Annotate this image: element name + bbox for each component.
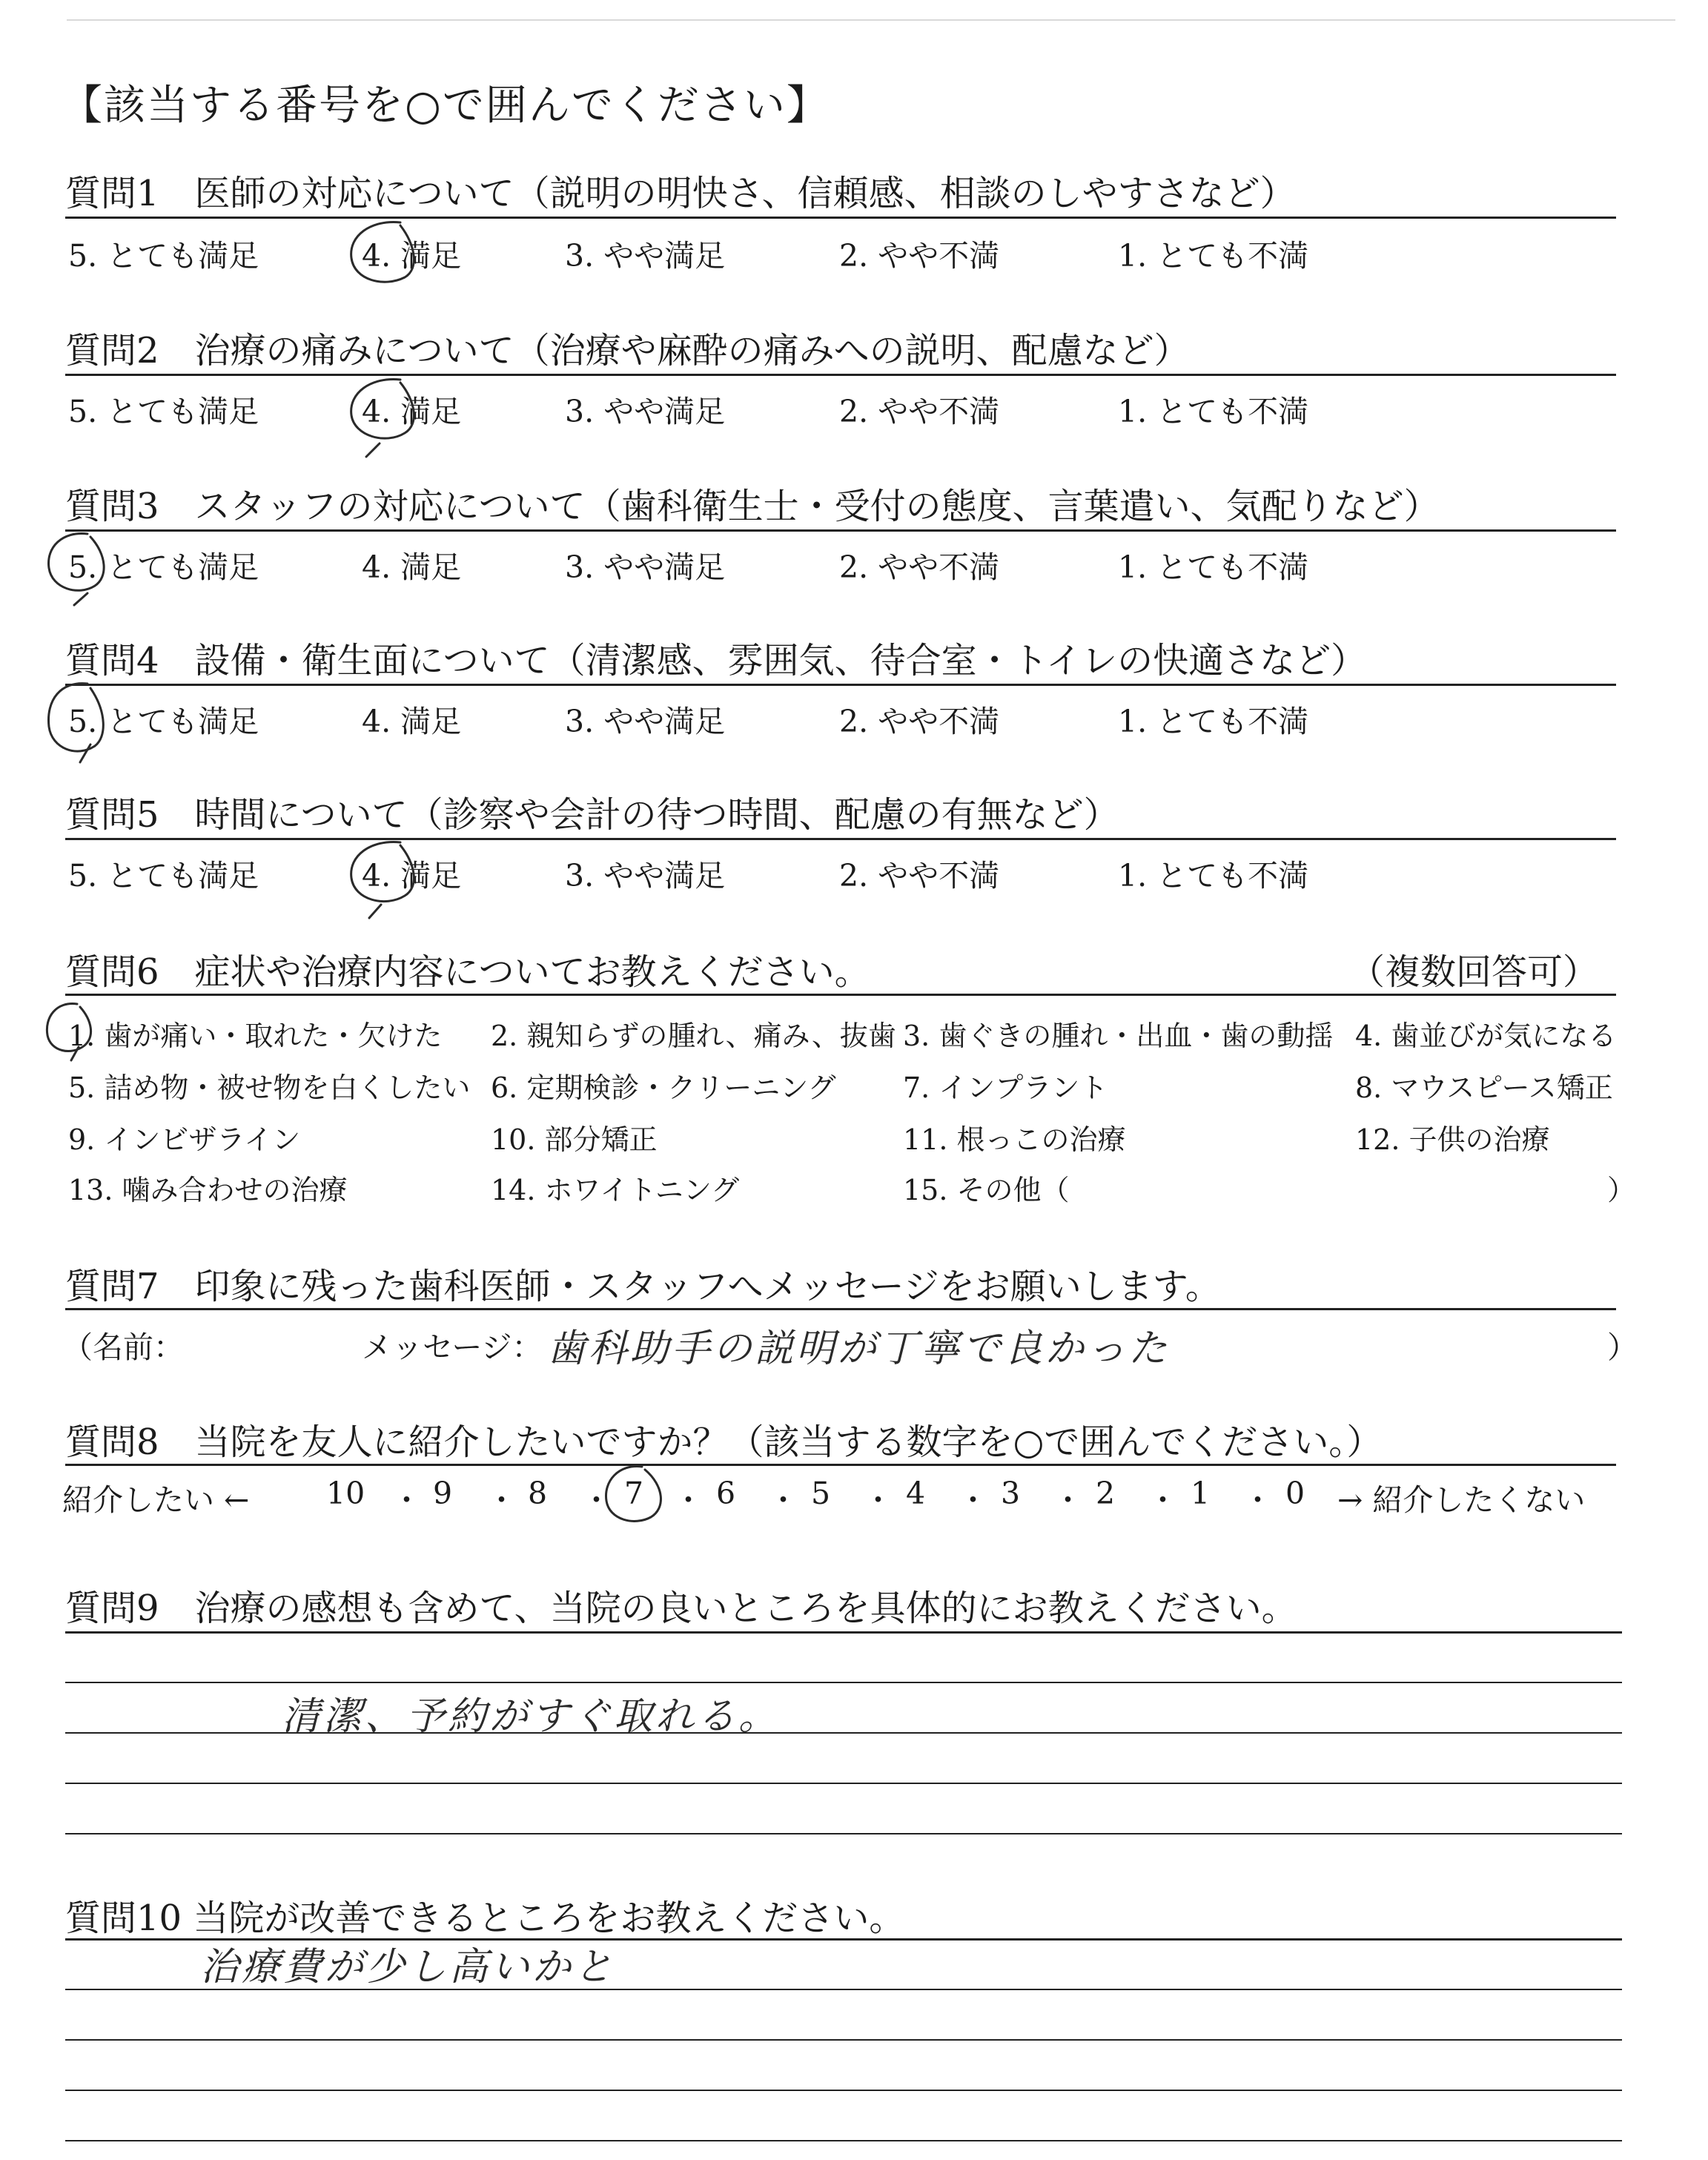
question-6-note: （複数回答可）	[1349, 951, 1599, 993]
q8-scale-10[interactable]: 10	[326, 1476, 365, 1511]
q8-scale-dot: ・	[391, 1482, 422, 1518]
q8-scale-dot: ・	[673, 1482, 704, 1518]
q7-message-handwriting: 歯科助手の説明が丁寧で良かった	[547, 1327, 1171, 1371]
q8-scale-8[interactable]: 8	[528, 1476, 548, 1511]
q8-scale-2[interactable]: 2	[1096, 1476, 1116, 1511]
q8-scale-dot: ・	[581, 1482, 612, 1518]
q3-option-2[interactable]: 2. やや不満	[839, 549, 1000, 585]
q4-option-4[interactable]: 4. 満足	[362, 704, 462, 739]
q4-circle-mark	[48, 684, 103, 762]
question-4-title: 質問4 設備・衛生面について（清潔感、雰囲気、待合室・トイレの快適さなど）	[65, 640, 1367, 681]
q6-option-14[interactable]: 14. ホワイトニング	[491, 1174, 740, 1206]
q6-option-10[interactable]: 10. 部分矯正	[491, 1123, 658, 1156]
q6-option-4[interactable]: 4. 歯並びが気になる	[1355, 1020, 1617, 1052]
q8-scale-4[interactable]: 4	[906, 1476, 926, 1511]
q6-option-8[interactable]: 8. マウスピース矯正	[1355, 1071, 1613, 1104]
question-3-title: 質問3 スタッフの対応について（歯科衛生士・受付の態度、言葉遣い、気配りなど）	[65, 486, 1440, 527]
q1-option-4[interactable]: 4. 満足	[362, 238, 462, 274]
q9-handwriting: 清潔、予約がすぐ取れる。	[282, 1694, 781, 1739]
q3-option-3[interactable]: 3. やや満足	[565, 549, 726, 585]
q2-option-5[interactable]: 5. とても満足	[68, 394, 259, 429]
q5-circle-mark	[351, 842, 414, 918]
q2-option-1[interactable]: 1. とても不満	[1118, 394, 1309, 429]
q1-option-1[interactable]: 1. とても不満	[1118, 238, 1309, 274]
q6-option-6[interactable]: 6. 定期検診・クリーニング	[491, 1071, 836, 1104]
q3-option-5[interactable]: 5. とても満足	[68, 549, 259, 585]
q7-close-paren: ）	[1607, 1330, 1638, 1365]
q6-option-9[interactable]: 9. インビザライン	[68, 1123, 301, 1156]
question-5-title: 質問5 時間について（診察や会計の待つ時間、配慮の有無など）	[65, 794, 1119, 836]
q2-option-3[interactable]: 3. やや満足	[565, 394, 726, 429]
q7-message-label: メッセージ：	[362, 1330, 543, 1365]
q4-option-5[interactable]: 5. とても満足	[68, 704, 259, 739]
q8-scale-9[interactable]: 9	[433, 1476, 453, 1511]
q8-scale-dot: ・	[768, 1482, 798, 1518]
q6-option-13[interactable]: 13. 噛み合わせの治療	[68, 1174, 348, 1206]
question-7-title: 質問7 印象に残った歯科医師・スタッフへメッセージをお願いします。	[65, 1266, 1221, 1307]
q8-scale-dot: ・	[1053, 1482, 1083, 1518]
q4-option-2[interactable]: 2. やや不満	[839, 704, 1000, 739]
q8-scale-3[interactable]: 3	[1001, 1476, 1021, 1511]
q5-option-5[interactable]: 5. とても満足	[68, 858, 259, 894]
q8-right-label: → 紹介したくない	[1337, 1482, 1586, 1518]
question-10-title: 質問10 当院が改善できるところをお教えください。	[65, 1898, 905, 1939]
q8-left-label: 紹介したい ←	[62, 1482, 250, 1518]
q8-scale-5[interactable]: 5	[811, 1476, 831, 1511]
q6-option-12[interactable]: 12. 子供の治療	[1355, 1123, 1550, 1156]
q10-handwriting: 治療費が少し高いかと	[200, 1945, 616, 1989]
q8-scale-7[interactable]: 7	[624, 1476, 644, 1511]
q2-option-4[interactable]: 4. 満足	[362, 394, 462, 429]
q8-scale-dot: ・	[863, 1482, 893, 1518]
question-8-title: 質問8 当院を友人に紹介したいですか？（該当する数字を○で囲んでください。）	[65, 1421, 1383, 1463]
question-6-title: 質問6 症状や治療内容についてお教えください。	[65, 951, 870, 993]
q5-option-3[interactable]: 3. やや満足	[565, 858, 726, 894]
q6-circle-mark	[47, 1004, 90, 1060]
q5-option-1[interactable]: 1. とても不満	[1118, 858, 1309, 894]
q3-option-4[interactable]: 4. 満足	[362, 549, 462, 585]
q6-option-5[interactable]: 5. 詰め物・被せ物を白くしたい	[68, 1071, 471, 1104]
q2-circle-mark	[351, 380, 414, 457]
q8-scale-0[interactable]: 0	[1285, 1476, 1305, 1511]
q2-option-2[interactable]: 2. やや不満	[839, 394, 1000, 429]
question-9-title: 質問9 治療の感想も含めて、当院の良いところを具体的にお教えください。	[65, 1588, 1297, 1629]
q3-option-1[interactable]: 1. とても不満	[1118, 549, 1309, 585]
instruction-heading: 【該当する番号を○で囲んでください】	[61, 82, 830, 130]
q1-circle-mark	[351, 222, 414, 283]
q6-option-15-close-paren: ）	[1607, 1174, 1636, 1206]
q3-circle-mark	[49, 534, 105, 605]
q1-option-3[interactable]: 3. やや満足	[565, 238, 726, 274]
q6-option-11[interactable]: 11. 根っこの治療	[903, 1123, 1126, 1156]
q6-option-2[interactable]: 2. 親知らずの腫れ、痛み、抜歯	[491, 1020, 896, 1052]
q6-option-7[interactable]: 7. インプラント	[903, 1071, 1108, 1104]
q5-option-4[interactable]: 4. 満足	[362, 858, 462, 894]
q8-scale-dot: ・	[1242, 1482, 1273, 1518]
q8-scale-dot: ・	[1148, 1482, 1178, 1518]
q8-circle-mark	[606, 1467, 661, 1522]
q6-option-15[interactable]: 15. その他（	[903, 1174, 1070, 1206]
question-2-title: 質問2 治療の痛みについて（治療や麻酔の痛みへの説明、配慮など）	[65, 330, 1190, 371]
q7-name-label: （名前：	[62, 1330, 184, 1365]
q6-option-3[interactable]: 3. 歯ぐきの腫れ・出血・歯の動揺	[903, 1020, 1334, 1052]
q8-scale-6[interactable]: 6	[716, 1476, 736, 1511]
q8-scale-dot: ・	[486, 1482, 517, 1518]
q4-option-3[interactable]: 3. やや満足	[565, 704, 726, 739]
q1-option-5[interactable]: 5. とても満足	[68, 238, 259, 274]
q8-scale-1[interactable]: 1	[1191, 1476, 1211, 1511]
q6-option-1[interactable]: 1. 歯が痛い・取れた・欠けた	[68, 1020, 443, 1052]
q5-option-2[interactable]: 2. やや不満	[839, 858, 1000, 894]
q8-scale-dot: ・	[958, 1482, 988, 1518]
question-1-title: 質問1 医師の対応について（説明の明快さ、信頼感、相談のしやすさなど）	[65, 173, 1296, 214]
q4-option-1[interactable]: 1. とても不満	[1118, 704, 1309, 739]
q1-option-2[interactable]: 2. やや不満	[839, 238, 1000, 274]
